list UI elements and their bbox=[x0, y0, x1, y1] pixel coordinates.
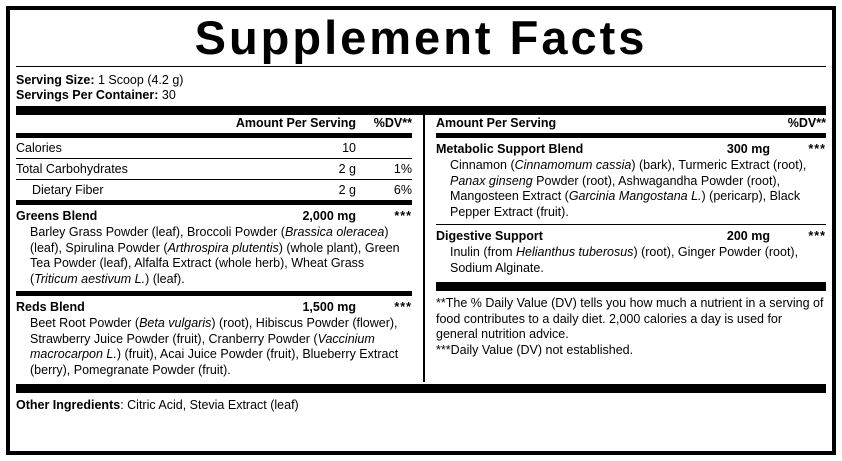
facts-columns bbox=[16, 115, 826, 382]
daily-value-header-right: %DV** bbox=[787, 116, 826, 130]
left-column-header bbox=[16, 115, 412, 133]
serving-size-label: Serving Size: bbox=[16, 73, 95, 87]
divider-thick-bottom bbox=[16, 384, 826, 393]
blend-amount: 300 mg bbox=[726, 142, 770, 156]
blend-amount: 2,000 mg bbox=[302, 209, 356, 223]
serving-info bbox=[16, 73, 826, 103]
page-title: Supplement Facts bbox=[194, 11, 648, 64]
nutrient-name: Total Carbohydrates bbox=[16, 162, 128, 176]
blend-name: Greens Blend bbox=[16, 209, 98, 223]
servings-per-container-label: Servings Per Container: bbox=[16, 88, 159, 102]
serving-size-value: 1 Scoop (4.2 g) bbox=[94, 73, 184, 87]
blend-header-greens bbox=[16, 205, 412, 225]
blend-header-reds bbox=[16, 296, 412, 316]
blend-amount: 1,500 mg bbox=[302, 300, 356, 314]
servings-per-container-row bbox=[16, 88, 826, 103]
blend-name: Metabolic Support Blend bbox=[436, 142, 584, 156]
blend-dv: *** bbox=[394, 209, 412, 223]
table-row bbox=[16, 138, 412, 158]
divider-before-footnotes bbox=[436, 282, 826, 291]
blend-ingredients-digestive: Inulin (from Helianthus tuberosus) (root), Ginger Powder (root), Sodium Alginate. bbox=[450, 245, 799, 275]
blend-ingredients-greens: Barley Grass Powder (leaf), Broccoli Powder (Brassica oleracea) (leaf), Spirulina Powder (Arthrospira plutentis) (whole plant), Green Tea Powder (leaf), Alfalfa Extract (whole herb), Wheat Grass (Triticum aestivum L.) (leaf). bbox=[30, 225, 400, 286]
left-column bbox=[16, 115, 420, 382]
table-row bbox=[16, 159, 412, 179]
other-ingredients-label: Other Ingredients bbox=[16, 398, 121, 412]
blend-amount: 200 mg bbox=[726, 229, 770, 243]
right-column bbox=[428, 115, 826, 382]
nutrient-amount: 2 g bbox=[338, 162, 356, 176]
blend-name: Reds Blend bbox=[16, 300, 85, 314]
other-ingredients bbox=[16, 393, 826, 413]
serving-size-row bbox=[16, 73, 826, 88]
column-separator bbox=[423, 115, 425, 382]
blend-dv: *** bbox=[394, 300, 412, 314]
blend-ingredients-reds: Beet Root Powder (Beta vulgaris) (root), Hibiscus Powder (flower), Strawberry Juice Powder (fruit), Cranberry Powder (Vaccinium macrocarpon L.) (fruit), Acai Juice Powder (fruit), Blueberry Extract (berry), Pomegranate Powder (fruit). bbox=[30, 316, 399, 377]
right-column-header bbox=[436, 115, 826, 133]
nutrient-name: Calories bbox=[16, 141, 62, 155]
blend-dv: *** bbox=[808, 142, 826, 156]
nutrient-amount: 2 g bbox=[338, 183, 356, 197]
servings-per-container-value: 30 bbox=[158, 88, 176, 102]
footnote-not-established: ***Daily Value (DV) not established. bbox=[436, 342, 634, 357]
daily-value-header-left: %DV** bbox=[373, 116, 412, 130]
nutrient-dv: 6% bbox=[393, 183, 412, 197]
divider-under-title bbox=[16, 66, 826, 67]
nutrient-name: Dietary Fiber bbox=[32, 183, 104, 197]
panel-content bbox=[16, 12, 826, 413]
nutrient-dv bbox=[366, 140, 412, 156]
other-ingredients-value: : Citric Acid, Stevia Extract (leaf) bbox=[120, 398, 299, 412]
blend-header-digestive bbox=[436, 225, 826, 245]
nutrient-dv: 1% bbox=[393, 162, 412, 176]
divider-thick-top bbox=[16, 106, 826, 115]
blend-name: Digestive Support bbox=[436, 229, 543, 243]
blend-dv: *** bbox=[808, 229, 826, 243]
amount-per-serving-header-right: Amount Per Serving bbox=[436, 116, 557, 130]
footnote-daily-value: **The % Daily Value (DV) tells you how much a nutrient in a serving of food contributes to a daily diet. 2,000 calories a day is used for general nutrition advice. bbox=[436, 296, 824, 341]
amount-per-serving-header-left: Amount Per Serving bbox=[235, 116, 356, 130]
nutrient-amount: 10 bbox=[342, 141, 356, 155]
blend-header-metabolic bbox=[436, 138, 826, 158]
table-row bbox=[16, 180, 412, 200]
blend-ingredients-metabolic: Cinnamon (Cinnamomum cassia) (bark), Turmeric Extract (root), Panax ginseng Powder (root), Ashwagandha Powder (root), Mangosteen Extract (Garcinia Mangostana L.) (pericarp), Black Pepper Extract (fruit). bbox=[450, 158, 807, 219]
footnotes bbox=[436, 291, 826, 360]
